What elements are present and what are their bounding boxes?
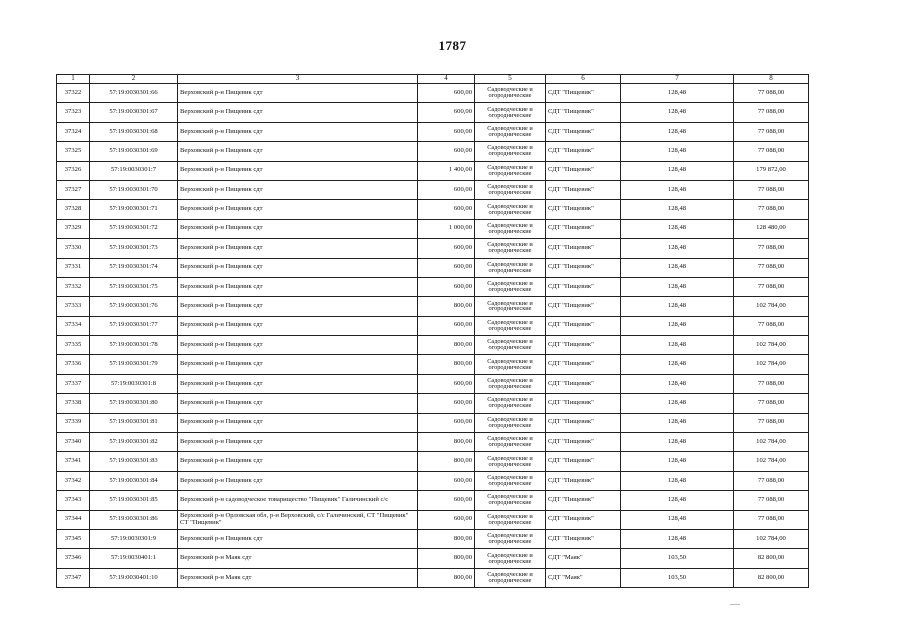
table-row (57, 103, 809, 122)
cadastral-value-cell: 128 480,00 (734, 219, 809, 238)
unit-price-cell: 128,48 (621, 84, 734, 103)
location-cell: Верховский р-н Орловская обл, р-н Верховский, с/с Галичинский, СТ "Пищевик" СТ "Пищевик" (178, 510, 418, 529)
table-row (57, 394, 809, 413)
land-use-cell: Садоводческие и огороднические (475, 355, 546, 374)
unit-price-cell: 128,48 (621, 471, 734, 490)
cadastral-value-cell: 102 784,00 (734, 355, 809, 374)
unit-price-cell: 128,48 (621, 200, 734, 219)
land-use-cell: Садоводческие и огороднические (475, 219, 546, 238)
table-row (57, 568, 809, 587)
record-number-cell: 37335 (57, 336, 90, 355)
cadastral-number-cell: 57:19:0030301:80 (90, 394, 178, 413)
record-number-cell: 37343 (57, 491, 90, 510)
cadastral-number-cell: 57:19:0030301:77 (90, 316, 178, 335)
area-cell: 600,00 (418, 84, 475, 103)
cadastral-number-cell: 57:19:0030301:70 (90, 180, 178, 199)
location-cell: Верховский р-н Пищевик сдт (178, 239, 418, 258)
unit-price-cell: 128,48 (621, 433, 734, 452)
location-cell: Верховский р-н Пищевик сдт (178, 316, 418, 335)
cadastral-number-cell: 57:19:0030301:7 (90, 161, 178, 180)
owner-cell: СДТ "Пищевик" (546, 433, 621, 452)
location-cell: Верховский р-н Пищевик сдт (178, 374, 418, 393)
record-number-cell: 37347 (57, 568, 90, 587)
area-cell: 600,00 (418, 413, 475, 432)
cadastral-value-cell: 82 800,00 (734, 549, 809, 568)
column-header-1: 1 (57, 75, 90, 84)
table-row (57, 316, 809, 335)
cadastral-number-cell: 57:19:0030301:74 (90, 258, 178, 277)
owner-cell: СДТ "Пищевик" (546, 355, 621, 374)
cadastral-value-cell: 77 088,00 (734, 510, 809, 529)
land-use-cell: Садоводческие и огороднические (475, 297, 546, 316)
cadastral-value-cell: 77 088,00 (734, 277, 809, 296)
unit-price-cell: 128,48 (621, 277, 734, 296)
cadastral-value-cell: 77 088,00 (734, 103, 809, 122)
area-cell: 600,00 (418, 471, 475, 490)
record-number-cell: 37328 (57, 200, 90, 219)
cadastral-number-cell: 57:19:0030301:81 (90, 413, 178, 432)
table-row (57, 336, 809, 355)
area-cell: 600,00 (418, 122, 475, 141)
location-cell: Верховский р-н Пищевик сдт (178, 180, 418, 199)
owner-cell: СДТ "Пищевик" (546, 316, 621, 335)
owner-cell: СДТ "Пищевик" (546, 103, 621, 122)
record-number-cell: 37330 (57, 239, 90, 258)
land-use-cell: Садоводческие и огороднические (475, 374, 546, 393)
land-use-cell: Садоводческие и огороднические (475, 568, 546, 587)
land-use-cell: Садоводческие и огороднические (475, 452, 546, 471)
cadastral-value-cell: 77 088,00 (734, 84, 809, 103)
cadastral-number-cell: 57:19:0030301:82 (90, 433, 178, 452)
table-row (57, 549, 809, 568)
land-use-cell: Садоводческие и огороднические (475, 491, 546, 510)
table-row (57, 433, 809, 452)
owner-cell: СДТ "Пищевик" (546, 529, 621, 548)
cadastral-number-cell: 57:19:0030301:8 (90, 374, 178, 393)
owner-cell: СДТ "Пищевик" (546, 277, 621, 296)
land-use-cell: Садоводческие и огороднические (475, 200, 546, 219)
cadastral-number-cell: 57:19:0030301:83 (90, 452, 178, 471)
record-number-cell: 37344 (57, 510, 90, 529)
cadastral-value-cell: 77 088,00 (734, 394, 809, 413)
record-number-cell: 37323 (57, 103, 90, 122)
unit-price-cell: 128,48 (621, 413, 734, 432)
location-cell: Верховский р-н Пищевик сдт (178, 297, 418, 316)
area-cell: 600,00 (418, 277, 475, 296)
location-cell: Верховский р-н Пищевик сдт (178, 529, 418, 548)
land-use-cell: Садоводческие и огороднические (475, 316, 546, 335)
cadastral-value-cell: 77 088,00 (734, 413, 809, 432)
table-row (57, 84, 809, 103)
owner-cell: СДТ "Пищевик" (546, 142, 621, 161)
table-row (57, 258, 809, 277)
cadastral-value-cell: 82 800,00 (734, 568, 809, 587)
cadastral-number-cell: 57:19:0030301:71 (90, 200, 178, 219)
record-number-cell: 37339 (57, 413, 90, 432)
area-cell: 800,00 (418, 549, 475, 568)
land-use-cell: Садоводческие и огороднические (475, 142, 546, 161)
table-row (57, 413, 809, 432)
cadastral-number-cell: 57:19:0030401:10 (90, 568, 178, 587)
record-number-cell: 37338 (57, 394, 90, 413)
owner-cell: СДТ "Пищевик" (546, 394, 621, 413)
table-row (57, 200, 809, 219)
scan-artifact (730, 604, 740, 605)
land-use-cell: Садоводческие и огороднические (475, 529, 546, 548)
location-cell: Верховский р-н Пищевик сдт (178, 336, 418, 355)
cadastral-value-cell: 77 088,00 (734, 374, 809, 393)
location-cell: Верховский р-н Пищевик сдт (178, 433, 418, 452)
cadastral-value-cell: 102 784,00 (734, 452, 809, 471)
cadastral-value-cell: 77 088,00 (734, 491, 809, 510)
location-cell: Верховский р-н Пищевик сдт (178, 84, 418, 103)
owner-cell: СДТ "Пищевик" (546, 336, 621, 355)
location-cell: Верховский р-н Пищевик сдт (178, 103, 418, 122)
cadastral-number-cell: 57:19:0030301:69 (90, 142, 178, 161)
column-header-6: 6 (546, 75, 621, 84)
owner-cell: СДТ "Пищевик" (546, 374, 621, 393)
area-cell: 600,00 (418, 394, 475, 413)
location-cell: Верховский р-н Пищевик сдт (178, 394, 418, 413)
table-row (57, 122, 809, 141)
unit-price-cell: 128,48 (621, 452, 734, 471)
land-use-cell: Садоводческие и огороднические (475, 277, 546, 296)
record-number-cell: 37345 (57, 529, 90, 548)
unit-price-cell: 128,48 (621, 355, 734, 374)
table-row (57, 180, 809, 199)
owner-cell: СДТ "Пищевик" (546, 297, 621, 316)
table-row (57, 239, 809, 258)
unit-price-cell: 128,48 (621, 239, 734, 258)
unit-price-cell: 128,48 (621, 316, 734, 335)
cadastral-value-cell: 179 872,00 (734, 161, 809, 180)
table-row (57, 219, 809, 238)
header-row (57, 75, 809, 84)
record-number-cell: 37324 (57, 122, 90, 141)
unit-price-cell: 128,48 (621, 336, 734, 355)
area-cell: 600,00 (418, 491, 475, 510)
unit-price-cell: 128,48 (621, 529, 734, 548)
unit-price-cell: 128,48 (621, 491, 734, 510)
owner-cell: СДТ "Пищевик" (546, 413, 621, 432)
location-cell: Верховский р-н Пищевик сдт (178, 258, 418, 277)
record-number-cell: 37333 (57, 297, 90, 316)
cadastral-number-cell: 57:19:0030301:78 (90, 336, 178, 355)
unit-price-cell: 128,48 (621, 103, 734, 122)
record-number-cell: 37331 (57, 258, 90, 277)
owner-cell: СДТ "Пищевик" (546, 510, 621, 529)
table-row (57, 161, 809, 180)
location-cell: Верховский р-н Пищевик сдт (178, 161, 418, 180)
land-use-cell: Садоводческие и огороднические (475, 510, 546, 529)
land-use-cell: Садоводческие и огороднические (475, 239, 546, 258)
table-row (57, 142, 809, 161)
owner-cell: СДТ "Пищевик" (546, 122, 621, 141)
table-header (57, 75, 809, 84)
owner-cell: СДТ "Пищевик" (546, 258, 621, 277)
land-use-cell: Садоводческие и огороднические (475, 394, 546, 413)
table-row (57, 491, 809, 510)
owner-cell: СДТ "Пищевик" (546, 84, 621, 103)
owner-cell: СДТ "Маяк" (546, 568, 621, 587)
cadastral-value-cell: 77 088,00 (734, 122, 809, 141)
land-use-cell: Садоводческие и огороднические (475, 549, 546, 568)
record-number-cell: 37346 (57, 549, 90, 568)
column-header-4: 4 (418, 75, 475, 84)
owner-cell: СДТ "Пищевик" (546, 491, 621, 510)
location-cell: Верховский р-н Пищевик сдт (178, 122, 418, 141)
page-number: 1787 (438, 38, 467, 53)
cadastral-number-cell: 57:19:0030301:9 (90, 529, 178, 548)
area-cell: 600,00 (418, 316, 475, 335)
land-use-cell: Садоводческие и огороднические (475, 336, 546, 355)
owner-cell: СДТ "Пищевик" (546, 200, 621, 219)
record-number-cell: 37337 (57, 374, 90, 393)
area-cell: 600,00 (418, 200, 475, 219)
table-row (57, 452, 809, 471)
table-row (57, 297, 809, 316)
land-use-cell: Садоводческие и огороднические (475, 122, 546, 141)
cadastral-number-cell: 57:19:0030401:1 (90, 549, 178, 568)
location-cell: Верховский р-н Пищевик сдт (178, 142, 418, 161)
cadastral-number-cell: 57:19:0030301:85 (90, 491, 178, 510)
column-header-8: 8 (734, 75, 809, 84)
area-cell: 600,00 (418, 374, 475, 393)
record-number-cell: 37326 (57, 161, 90, 180)
column-header-7: 7 (621, 75, 734, 84)
cadastral-value-cell: 77 088,00 (734, 258, 809, 277)
record-number-cell: 37340 (57, 433, 90, 452)
table-row (57, 471, 809, 490)
cadastral-number-cell: 57:19:0030301:72 (90, 219, 178, 238)
table-row (57, 374, 809, 393)
area-cell: 800,00 (418, 433, 475, 452)
record-number-cell: 37329 (57, 219, 90, 238)
location-cell: Верховский р-н Маяк сдт (178, 568, 418, 587)
area-cell: 600,00 (418, 239, 475, 258)
cadastral-number-cell: 57:19:0030301:75 (90, 277, 178, 296)
owner-cell: СДТ "Маяк" (546, 549, 621, 568)
column-header-3: 3 (178, 75, 418, 84)
location-cell: Верховский р-н Пищевик сдт (178, 471, 418, 490)
column-header-2: 2 (90, 75, 178, 84)
cadastral-value-cell: 102 784,00 (734, 297, 809, 316)
area-cell: 1 400,00 (418, 161, 475, 180)
location-cell: Верховский р-н Пищевик сдт (178, 219, 418, 238)
column-header-5: 5 (475, 75, 546, 84)
area-cell: 1 000,00 (418, 219, 475, 238)
cadastral-number-cell: 57:19:0030301:68 (90, 122, 178, 141)
unit-price-cell: 128,48 (621, 394, 734, 413)
land-use-cell: Садоводческие и огороднические (475, 180, 546, 199)
cadastral-number-cell: 57:19:0030301:76 (90, 297, 178, 316)
area-cell: 600,00 (418, 258, 475, 277)
table-row (57, 355, 809, 374)
land-use-cell: Садоводческие и огороднические (475, 413, 546, 432)
location-cell: Верховский р-н Пищевик сдт (178, 200, 418, 219)
unit-price-cell: 128,48 (621, 142, 734, 161)
unit-price-cell: 128,48 (621, 161, 734, 180)
record-number-cell: 37325 (57, 142, 90, 161)
area-cell: 600,00 (418, 142, 475, 161)
owner-cell: СДТ "Пищевик" (546, 161, 621, 180)
area-cell: 600,00 (418, 510, 475, 529)
cadastral-value-cell: 102 784,00 (734, 529, 809, 548)
cadastral-number-cell: 57:19:0030301:73 (90, 239, 178, 258)
unit-price-cell: 128,48 (621, 180, 734, 199)
location-cell: Верховский р-н Пищевик сдт (178, 452, 418, 471)
land-register-table (56, 74, 809, 588)
area-cell: 800,00 (418, 297, 475, 316)
area-cell: 800,00 (418, 355, 475, 374)
cadastral-number-cell: 57:19:0030301:86 (90, 510, 178, 529)
unit-price-cell: 128,48 (621, 258, 734, 277)
table-row (57, 529, 809, 548)
location-cell: Верховский р-н Пищевик сдт (178, 355, 418, 374)
cadastral-value-cell: 77 088,00 (734, 316, 809, 335)
land-use-cell: Садоводческие и огороднические (475, 471, 546, 490)
unit-price-cell: 128,48 (621, 219, 734, 238)
land-use-cell: Садоводческие и огороднические (475, 103, 546, 122)
owner-cell: СДТ "Пищевик" (546, 471, 621, 490)
unit-price-cell: 128,48 (621, 510, 734, 529)
record-number-cell: 37332 (57, 277, 90, 296)
cadastral-number-cell: 57:19:0030301:84 (90, 471, 178, 490)
table-body (57, 84, 809, 588)
record-number-cell: 37322 (57, 84, 90, 103)
location-cell: Верховский р-н Маяк сдт (178, 549, 418, 568)
area-cell: 800,00 (418, 452, 475, 471)
cadastral-value-cell: 102 784,00 (734, 336, 809, 355)
table-row (57, 510, 809, 529)
unit-price-cell: 128,48 (621, 297, 734, 316)
land-use-cell: Садоводческие и огороднические (475, 161, 546, 180)
record-number-cell: 37342 (57, 471, 90, 490)
area-cell: 800,00 (418, 336, 475, 355)
land-use-cell: Садоводческие и огороднические (475, 433, 546, 452)
cadastral-number-cell: 57:19:0030301:67 (90, 103, 178, 122)
cadastral-value-cell: 77 088,00 (734, 142, 809, 161)
location-cell: Верховский р-н Пищевик сдт (178, 277, 418, 296)
unit-price-cell: 103,50 (621, 568, 734, 587)
record-number-cell: 37341 (57, 452, 90, 471)
land-use-cell: Садоводческие и огороднические (475, 258, 546, 277)
cadastral-number-cell: 57:19:0030301:66 (90, 84, 178, 103)
owner-cell: СДТ "Пищевик" (546, 452, 621, 471)
cadastral-value-cell: 77 088,00 (734, 239, 809, 258)
cadastral-value-cell: 77 088,00 (734, 180, 809, 199)
unit-price-cell: 128,48 (621, 122, 734, 141)
land-use-cell: Садоводческие и огороднические (475, 84, 546, 103)
record-number-cell: 37334 (57, 316, 90, 335)
location-cell: Верховский р-н Пищевик сдт (178, 413, 418, 432)
table-row (57, 277, 809, 296)
area-cell: 600,00 (418, 103, 475, 122)
area-cell: 600,00 (418, 180, 475, 199)
owner-cell: СДТ "Пищевик" (546, 180, 621, 199)
cadastral-value-cell: 77 088,00 (734, 200, 809, 219)
cadastral-number-cell: 57:19:0030301:79 (90, 355, 178, 374)
location-cell: Верховский р-н садоводческое товарищество "Пищевик" Галичинский с/с (178, 491, 418, 510)
unit-price-cell: 103,50 (621, 549, 734, 568)
area-cell: 800,00 (418, 568, 475, 587)
cadastral-value-cell: 102 784,00 (734, 433, 809, 452)
cadastral-value-cell: 77 088,00 (734, 471, 809, 490)
unit-price-cell: 128,48 (621, 374, 734, 393)
area-cell: 800,00 (418, 529, 475, 548)
record-number-cell: 37336 (57, 355, 90, 374)
owner-cell: СДТ "Пищевик" (546, 219, 621, 238)
record-number-cell: 37327 (57, 180, 90, 199)
owner-cell: СДТ "Пищевик" (546, 239, 621, 258)
